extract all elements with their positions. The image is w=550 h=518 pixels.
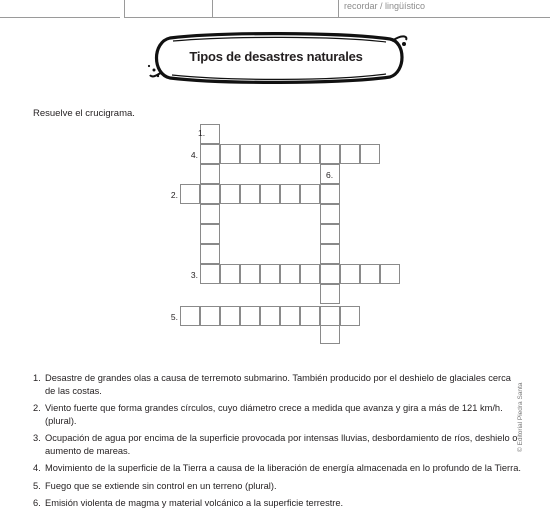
crossword-cell-5[interactable] (340, 306, 360, 326)
crossword-cell-2[interactable] (260, 184, 280, 204)
crossword-cell-5[interactable] (280, 306, 300, 326)
crossword-cell-6[interactable] (320, 224, 340, 244)
publisher-credit: © Editorial Piedra Santa (517, 382, 524, 452)
crossword-cell-4[interactable] (220, 144, 240, 164)
crossword-cell-6[interactable] (320, 204, 340, 224)
crossword-cell-5[interactable] (300, 306, 320, 326)
clue-item: 1. Desastre de grandes olas a causa de terremoto submarino. También producido por el deshielo de glaciales cerca de las costas. (33, 373, 511, 396)
crossword-cell-1[interactable] (200, 164, 220, 184)
clue-list (33, 372, 523, 515)
clue-item: 2. Viento fuerte que forma grandes círculos, cuyo diámetro crece a medida que avanza y gira a más de 121 km/h. (plural). (33, 403, 503, 426)
clue-item: 5. Fuego que se extiende sin control en un terreno (plural). (33, 480, 277, 491)
page-title: Tipos de desastres naturales (189, 49, 363, 64)
crossword-cell-2[interactable] (220, 184, 240, 204)
crossword-cell-3[interactable] (280, 264, 300, 284)
crossword-cell-3[interactable] (300, 264, 320, 284)
clue-number-label: 5. (170, 312, 178, 322)
crossword-cell-4[interactable] (260, 144, 280, 164)
crossword-cell-4[interactable] (360, 144, 380, 164)
crossword-cell-2[interactable] (320, 184, 340, 204)
crossword-cell-5[interactable] (260, 306, 280, 326)
clue-number-label: 3. (190, 270, 198, 280)
crossword-cell-5[interactable] (180, 306, 200, 326)
crossword-cell-4[interactable] (200, 144, 220, 164)
crossword-cell-6[interactable] (320, 324, 340, 344)
instruction-text: Resuelve el crucigrama. (33, 108, 135, 119)
crossword-cell-2[interactable] (240, 184, 260, 204)
crossword-cell-5[interactable] (320, 306, 340, 326)
clue-number-label: 4. (190, 150, 198, 160)
crossword-cell-2[interactable] (280, 184, 300, 204)
crossword-cell-4[interactable] (320, 144, 340, 164)
crossword-cell-4[interactable] (300, 144, 320, 164)
clue-number-label: 1. (198, 128, 206, 138)
crossword-cell-3[interactable] (380, 264, 400, 284)
crossword-cell-6[interactable] (320, 284, 340, 304)
crossword-cell-3[interactable] (260, 264, 280, 284)
crossword-cell-1[interactable] (200, 204, 220, 224)
crossword-cell-6[interactable] (320, 244, 340, 264)
crossword-cell-3[interactable] (200, 264, 220, 284)
crossword-cell-4[interactable] (240, 144, 260, 164)
crossword-cell-2[interactable] (180, 184, 200, 204)
crossword-cell-3[interactable] (340, 264, 360, 284)
crossword-cell-2[interactable] (200, 184, 220, 204)
clue-number-label: 6. (326, 170, 334, 180)
crossword-cell-3[interactable] (360, 264, 380, 284)
clue-item: 4. Movimiento de la superficie de la Tierra a causa de la liberación de energía almacenada en lo profundo de la Tierra. (33, 463, 521, 473)
crossword-cell-2[interactable] (300, 184, 320, 204)
crossword-cell-3[interactable] (220, 264, 240, 284)
header-subtext: recordar / lingüístico (344, 1, 426, 11)
clue-item: 3. Ocupación de agua por encima de la superficie provocada por intensas lluvias, desbordamiento de ríos, deshielo o aumento de mareas. (33, 433, 518, 456)
crossword-cell-5[interactable] (200, 306, 220, 326)
crossword-cell-1[interactable] (200, 224, 220, 244)
clue-number-label: 2. (170, 190, 178, 200)
crossword-cell-3[interactable] (320, 264, 340, 284)
crossword-cell-4[interactable] (340, 144, 360, 164)
clue-item: 6. Emisión violenta de magma y material volcánico a la superficie terrestre. (33, 498, 344, 508)
crossword-cell-5[interactable] (240, 306, 260, 326)
crossword-cell-1[interactable] (200, 244, 220, 264)
crossword-cell-5[interactable] (220, 306, 240, 326)
crossword-cell-3[interactable] (240, 264, 260, 284)
crossword-cell-4[interactable] (280, 144, 300, 164)
